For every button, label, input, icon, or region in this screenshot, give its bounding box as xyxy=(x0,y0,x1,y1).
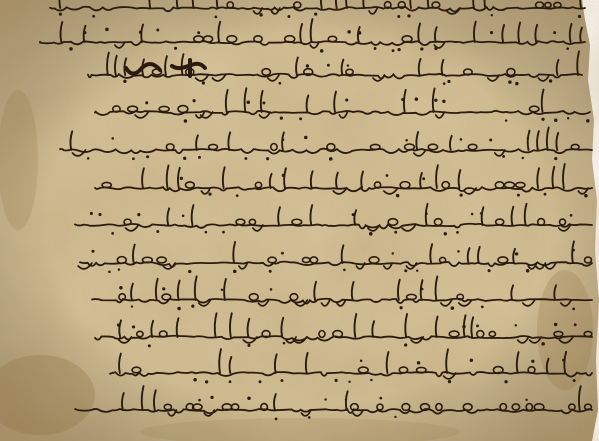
ink-dot xyxy=(188,270,191,273)
ink-dot xyxy=(69,47,73,51)
ink-dot xyxy=(515,82,518,85)
ink-dot xyxy=(281,252,284,255)
ink-dot xyxy=(404,343,407,346)
ink-dot xyxy=(570,214,573,217)
ink-dot xyxy=(471,213,474,216)
ink-dot xyxy=(448,380,451,383)
ink-dot xyxy=(90,212,93,215)
ink-dot xyxy=(287,15,290,18)
ink-dot xyxy=(360,359,363,362)
ink-dot xyxy=(447,80,450,83)
ink-dot xyxy=(517,194,520,197)
ink-dot xyxy=(324,398,326,400)
ink-dot xyxy=(554,157,557,160)
ink-dot xyxy=(247,344,250,347)
ink-dot xyxy=(586,119,589,122)
ink-dot xyxy=(198,399,201,402)
ink-dot xyxy=(108,270,111,273)
ink-dot xyxy=(515,324,517,326)
ink-dot xyxy=(370,379,372,381)
ink-dot xyxy=(505,119,507,121)
ink-dot xyxy=(527,137,529,139)
ink-dot xyxy=(549,79,552,82)
ink-dot xyxy=(396,194,399,197)
ink-dot xyxy=(476,324,479,327)
ink-dot xyxy=(400,306,403,309)
ink-dot xyxy=(574,323,577,326)
ink-dot xyxy=(541,118,544,121)
ink-dot xyxy=(275,417,278,420)
ink-dot xyxy=(314,13,317,16)
ink-dot xyxy=(137,213,140,216)
ink-dot xyxy=(92,15,95,18)
ink-dot xyxy=(327,64,330,67)
ink-dot xyxy=(105,28,109,32)
ink-dot xyxy=(193,378,197,382)
ink-dot xyxy=(229,380,232,383)
ink-dot xyxy=(263,102,266,105)
ink-dot xyxy=(299,117,302,120)
ink-dot xyxy=(386,174,389,177)
ink-dot xyxy=(111,137,114,140)
ink-dot xyxy=(162,287,165,290)
ink-dot xyxy=(281,379,284,382)
ink-dot xyxy=(270,288,273,291)
ink-dot xyxy=(182,214,185,217)
ink-dot xyxy=(198,156,201,159)
ink-dot xyxy=(444,232,447,235)
ink-dot xyxy=(369,232,373,236)
ink-dot xyxy=(308,416,311,419)
ink-dot xyxy=(266,157,269,160)
ink-dot xyxy=(259,13,262,16)
ink-dot xyxy=(379,397,382,400)
ink-dot xyxy=(578,15,581,18)
ink-dot xyxy=(502,155,505,158)
ink-dot xyxy=(572,249,575,252)
ink-dot xyxy=(358,31,361,34)
ink-dot xyxy=(525,399,527,401)
ink-dot xyxy=(193,99,196,102)
ink-dot xyxy=(320,49,324,53)
ink-dot xyxy=(202,81,205,84)
ink-dot xyxy=(554,323,557,326)
ink-dot xyxy=(236,194,239,197)
ink-dot xyxy=(442,100,445,103)
ink-dot xyxy=(422,177,425,180)
ink-dot xyxy=(420,47,423,50)
ink-dot xyxy=(443,82,446,85)
ink-dot xyxy=(392,49,395,52)
ink-dot xyxy=(205,231,208,234)
ink-dot xyxy=(210,396,213,399)
ink-dot xyxy=(91,250,94,253)
ink-dot xyxy=(407,14,410,17)
ink-dot xyxy=(352,213,355,216)
ink-dot xyxy=(567,117,569,119)
ink-dot xyxy=(269,270,272,273)
ink-dot xyxy=(183,157,186,160)
ink-dot xyxy=(334,379,337,382)
ink-dot xyxy=(247,101,251,105)
ink-dot xyxy=(222,231,225,234)
ink-dot xyxy=(460,193,463,196)
ink-dot xyxy=(123,80,126,83)
ink-dot xyxy=(566,47,569,50)
ink-dot xyxy=(562,359,565,362)
ink-dot xyxy=(343,269,346,272)
ink-dot xyxy=(490,31,493,34)
ink-dot xyxy=(457,250,460,253)
ink-dot xyxy=(425,212,428,215)
ink-dot xyxy=(180,177,183,180)
ink-dot xyxy=(345,399,347,401)
ink-dot xyxy=(281,138,284,141)
ink-dot xyxy=(132,157,135,160)
ink-dot xyxy=(504,380,507,383)
ink-dot xyxy=(348,381,350,383)
ink-dot xyxy=(515,252,518,255)
ink-dot xyxy=(247,396,251,400)
ink-dot xyxy=(177,307,181,311)
ink-dot xyxy=(283,342,286,345)
ink-dot xyxy=(462,325,465,328)
ink-dot xyxy=(259,380,262,383)
ink-dot xyxy=(421,288,424,291)
ink-dot xyxy=(394,416,396,418)
ink-dot xyxy=(156,230,159,233)
ink-dot xyxy=(491,14,493,16)
ink-dot xyxy=(460,138,463,141)
ink-dot xyxy=(347,64,349,66)
ink-dot xyxy=(554,119,557,122)
ink-dot xyxy=(329,157,333,161)
ink-dot xyxy=(584,194,588,198)
ink-dot xyxy=(148,344,151,347)
ink-dot xyxy=(98,213,101,216)
ink-dot xyxy=(526,269,530,273)
ink-dot xyxy=(397,15,400,18)
ink-dot xyxy=(434,99,437,102)
ink-dot xyxy=(59,13,62,16)
ink-dot xyxy=(174,47,177,50)
ink-dot xyxy=(456,231,459,234)
ink-dot xyxy=(347,30,350,33)
ink-dot xyxy=(397,48,400,51)
ink-dot xyxy=(304,136,307,139)
ink-dot xyxy=(245,157,248,160)
ink-dot xyxy=(544,193,547,196)
ink-dot xyxy=(205,380,208,383)
ink-dot xyxy=(394,231,397,234)
ink-dot xyxy=(481,306,484,309)
ink-dot xyxy=(489,138,492,141)
ink-dot xyxy=(488,269,491,272)
ink-dot xyxy=(434,47,437,50)
ink-dot xyxy=(117,323,120,326)
ink-dot xyxy=(84,31,87,34)
ink-dot xyxy=(541,342,545,346)
ink-dot xyxy=(417,361,420,364)
ink-dot xyxy=(208,193,211,196)
ink-dot xyxy=(470,359,473,362)
ink-dot xyxy=(184,119,188,123)
ink-dot xyxy=(119,286,123,290)
ink-dot xyxy=(531,360,534,363)
ink-dot xyxy=(405,139,408,142)
ink-dot xyxy=(404,269,407,272)
ink-dot xyxy=(553,31,556,34)
ink-dot xyxy=(132,325,135,328)
ink-dot xyxy=(573,379,576,382)
ink-dot xyxy=(415,97,419,101)
ink-dot xyxy=(146,155,149,158)
ink-dot xyxy=(401,98,404,101)
ink-dot xyxy=(156,28,159,31)
ink-dot xyxy=(345,98,348,101)
ink-dot xyxy=(451,306,455,310)
ink-dot xyxy=(221,289,223,291)
ink-dot xyxy=(374,47,377,50)
ink-dot xyxy=(416,269,418,271)
ink-dot xyxy=(87,157,90,160)
ink-dot xyxy=(508,80,511,83)
ink-dot xyxy=(282,174,285,177)
ink-dot xyxy=(279,82,282,85)
ink-dot xyxy=(139,30,142,33)
ink-dot xyxy=(392,252,394,254)
ink-dot xyxy=(191,305,194,308)
ink-dot xyxy=(118,268,120,270)
ink-dot xyxy=(306,64,309,67)
ink-dot xyxy=(145,101,148,104)
ink-dot xyxy=(214,16,217,19)
ink-dot xyxy=(233,270,237,274)
ink-dot xyxy=(111,232,114,235)
ink-dot xyxy=(480,212,482,214)
ink-dot xyxy=(522,157,524,159)
ink-dot xyxy=(572,307,575,310)
ink-dot xyxy=(131,305,133,307)
ink-dot xyxy=(280,116,283,119)
ink-dot xyxy=(197,31,200,34)
